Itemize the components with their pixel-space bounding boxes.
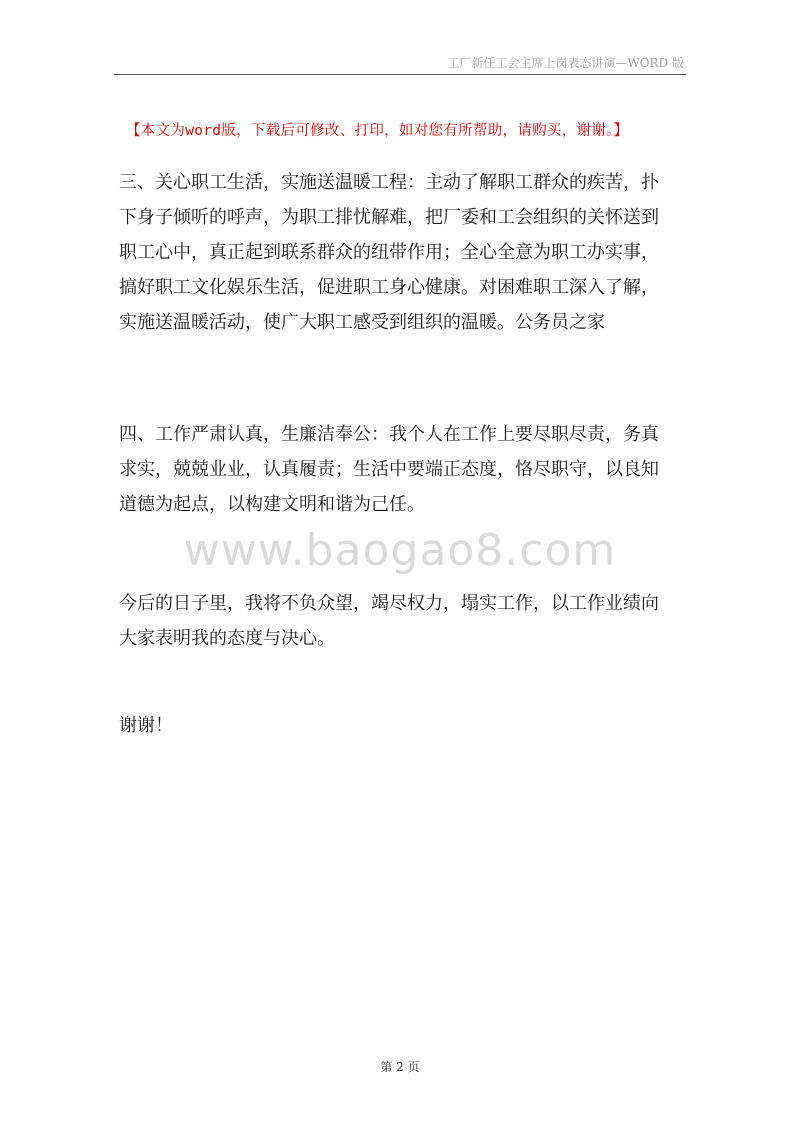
paragraph-line: 谢谢！: [119, 715, 173, 736]
paragraph-line: 下身子倾听的呼声，为职工排忧解难，把厂委和工会组织的关怀送到: [119, 207, 659, 228]
page-number: 第 2 页: [380, 1060, 420, 1074]
paragraph-line: 实施送温暖活动，使广大职工感受到组织的温暖。公务员之家: [119, 312, 605, 333]
paragraph-future-commitment: [119, 586, 691, 656]
paragraph-thanks: [119, 708, 691, 743]
paragraph-line: 求实，兢兢业业，认真履责；生活中要端正态度，恪尽职守，以良知: [119, 459, 659, 480]
paragraph-line: 搞好职工文化娱乐生活，促进职工身心健康。对困难职工深入了解，: [119, 277, 659, 298]
paragraph-line: 四、工作严肃认真，生廉洁奉公：我个人在工作上要尽职尽责，务真: [119, 424, 659, 445]
paragraph-care-for-workers: [119, 165, 691, 340]
paragraph-work-seriously: [119, 417, 691, 522]
document-title: 工厂新任工会主席上岗表态讲演—WORD 版: [447, 56, 684, 70]
watermark: www.baogao8.com: [183, 525, 617, 576]
paragraph-line: 道德为起点，以构建文明和谐为己任。: [119, 494, 425, 515]
paragraph-line: 大家表明我的态度与决心。: [119, 628, 335, 649]
paragraph-line: 今后的日子里，我将不负众望，竭尽权力，塌实工作，以工作业绩向: [119, 593, 659, 614]
paragraph-line: 职工心中，真正起到联系群众的纽带作用；全心全意为职工办实事，: [119, 242, 659, 263]
purchase-notice: 【本文为word版，下载后可修改、打印，如对您有所帮助，请购买，谢谢。】: [126, 123, 629, 139]
paragraph-line: 三、关心职工生活，实施送温暖工程：主动了解职工群众的疾苦，扑: [119, 172, 659, 193]
page-header: [114, 52, 686, 75]
